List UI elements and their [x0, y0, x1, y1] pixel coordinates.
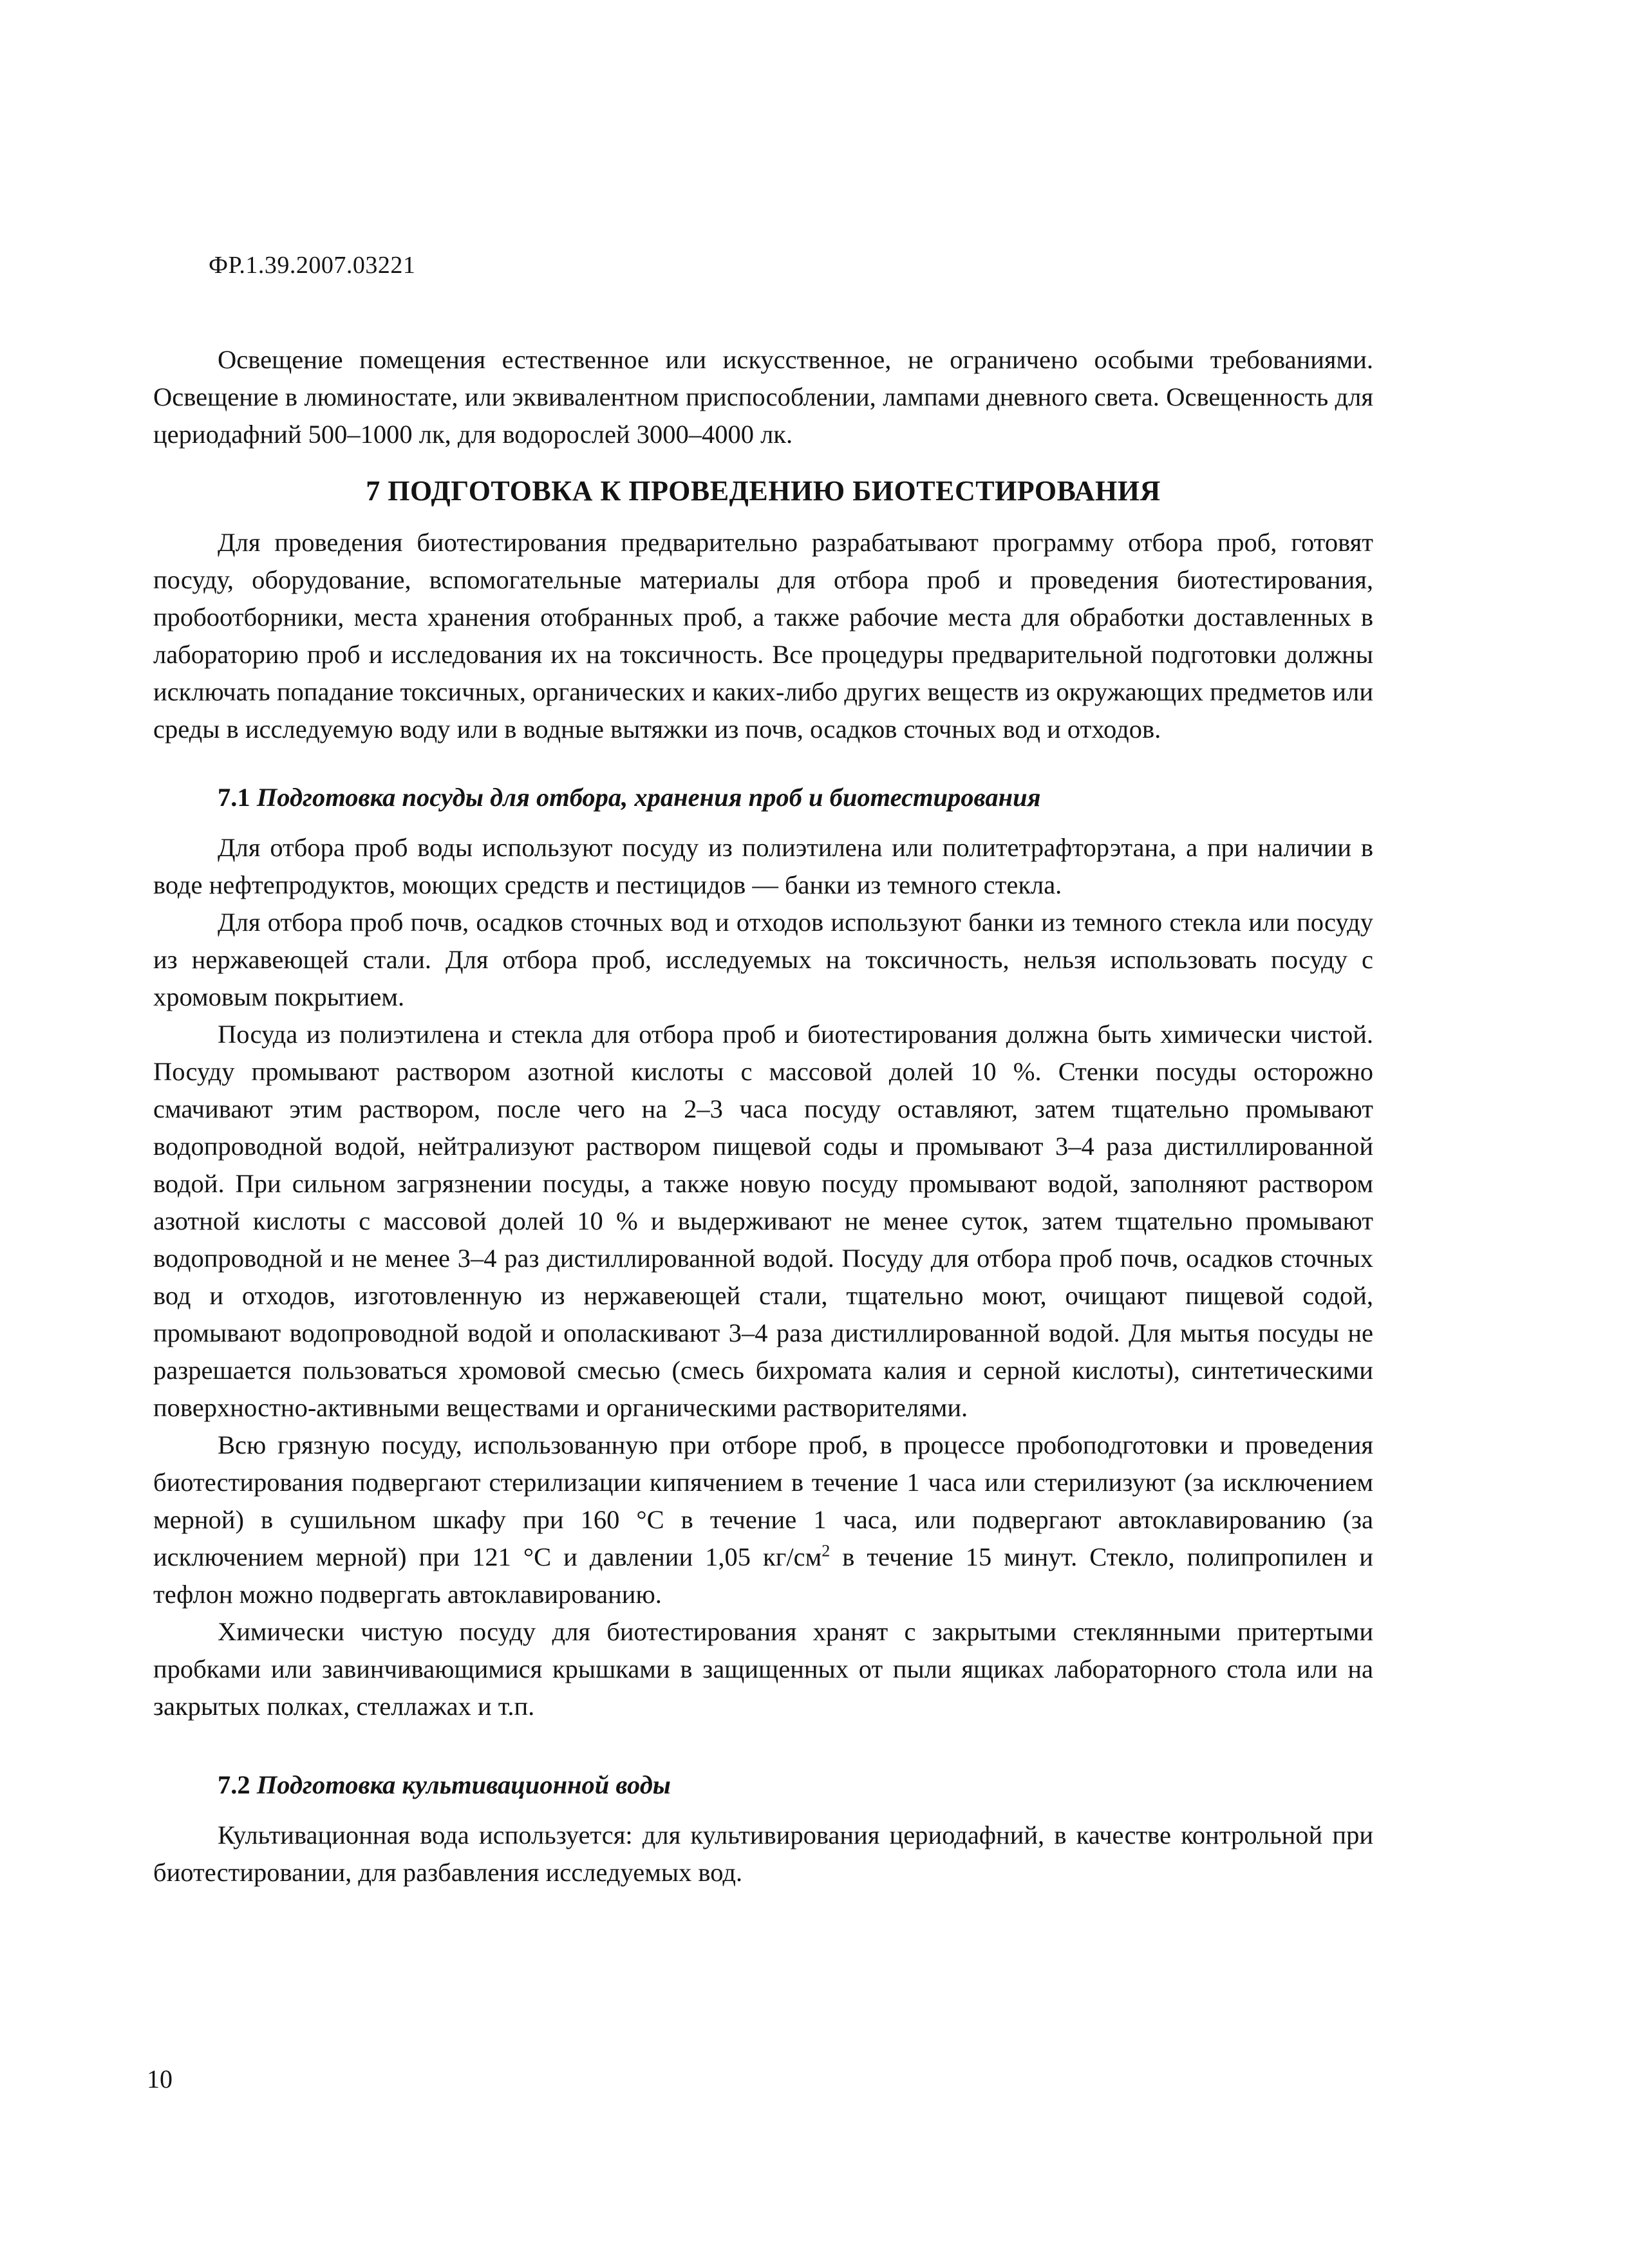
page-number: 10 — [147, 2065, 173, 2093]
section-7-1-number: 7.1 — [218, 783, 250, 812]
water-sampling-paragraph: Для отбора проб воды используют посуду из полиэтилена или политетрафторэтана, а при наличии в воде нефтепродуктов, моющих средств и пестицидов — банки из темного стекла. — [153, 833, 1373, 899]
section-7-heading: 7 ПОДГОТОВКА К ПРОВЕДЕНИЮ БИОТЕСТИРОВАНИЯ — [366, 475, 1161, 507]
section-7-2-number: 7.2 — [218, 1770, 250, 1799]
soil-sampling-paragraph: Для отбора проб почв, осадков сточных вод и отходов используют банки из темного стекла или посуду из нержавеющей стали. Для отбора проб, исследуемых на токсичность, нельзя использовать посуду с хромовым покрытием. — [153, 908, 1373, 1011]
cultivation-water-paragraph: Культивационная вода используется: для культивирования цериодафний, в качестве контрольной при биотестировании, для разбавления исследуемых вод. — [153, 1821, 1373, 1887]
storage-paragraph: Химически чистую посуду для биотестирования хранят с закрытыми стеклянными притертыми пробками или завинчивающимися крышками в защищенных от пыли ящиках лабораторного стола или на закрытых полках, стеллажах и т.п. — [153, 1617, 1373, 1721]
sterilization-paragraph — [153, 1427, 1373, 1613]
superscript-two: 2 — [821, 1541, 831, 1560]
page-content — [153, 341, 1373, 1891]
section-7-2-heading — [153, 1766, 1373, 1804]
sterilization-text-start: Всю грязную посуду, использованную при отборе проб, в процессе пробоподготовки и проведения биотестирования подвергают стерилизации кипячением в течение 1 часа или стерилизуют (за исключением мерной) в сушильном шкафу при 160 °С в течение 1 часа, или подвергают автоклавированию (за исключением мерной) при 121 °С и давлении 1,05 кг/см — [153, 1430, 1373, 1571]
section-7-1-heading — [153, 779, 1373, 816]
section-7-1-title: Подготовка посуды для отбора, хранения проб и биотестирования — [256, 783, 1041, 812]
document-code: ФР.1.39.2007.03221 — [209, 252, 416, 279]
section-7-2-title: Подготовка культивационной воды — [256, 1770, 671, 1799]
sterilization-text-end: в течение 15 минут. Стекло, полипропилен и тефлон можно подвергать автоклавированию. — [153, 1542, 1373, 1609]
section-7-paragraph: Для проведения биотестирования предварительно разрабатывают программу отбора проб, готовят посуду, оборудование, вспомогательные материалы для отбора проб и проведения биотестирования, пробоотборники, места хранения отобранных проб, а также рабочие места для обработки доставленных в лабораторию проб и исследования их на токсичность. Все процедуры предварительной подготовки должны исключать попадание токсичных, органических и каких-либо других веществ из окружающих предметов или среды в исследуемую воду или в водные вытяжки из почв, осадков сточных вод и отходов. — [153, 528, 1373, 744]
lighting-paragraph: Освещение помещения естественное или искусственное, не ограничено особыми требованиями. Освещение в люминостате, или эквивалентном приспособлении, лампами дневного света. Освещенность для цериодафний 500–1000 лк, для водорослей 3000–4000 лк. — [153, 345, 1373, 449]
glassware-cleaning-paragraph: Посуда из полиэтилена и стекла для отбора проб и биотестирования должна быть химически чистой. Посуду промывают раствором азотной кислоты с массовой долей 10 %. Стенки посуды осторожно смачивают этим раствором, после чего на 2–3 часа посуду оставляют, затем тщательно промывают водопроводной водой, нейтрализуют раствором пищевой соды и промывают 3–4 раза дистиллированной водой. При сильном загрязнении посуды, а также новую посуду промывают водой, заполняют раствором азотной кислоты с массовой долей 10 % и выдерживают не менее суток, затем тщательно промывают водопроводной и не менее 3–4 раз дистиллированной водой. Посуду для отбора проб почв, осадков сточных вод и отходов, изготовленную из нержавеющей стали, тщательно моют, очищают пищевой содой, промывают водопроводной водой и ополаскивают 3–4 раза дистиллированной водой. Для мытья посуды не разрешается пользоваться хромовой смесью (смесь бихромата калия и серной кислоты), синтетическими поверхностно-активными веществами и органическими растворителями. — [153, 1020, 1373, 1422]
